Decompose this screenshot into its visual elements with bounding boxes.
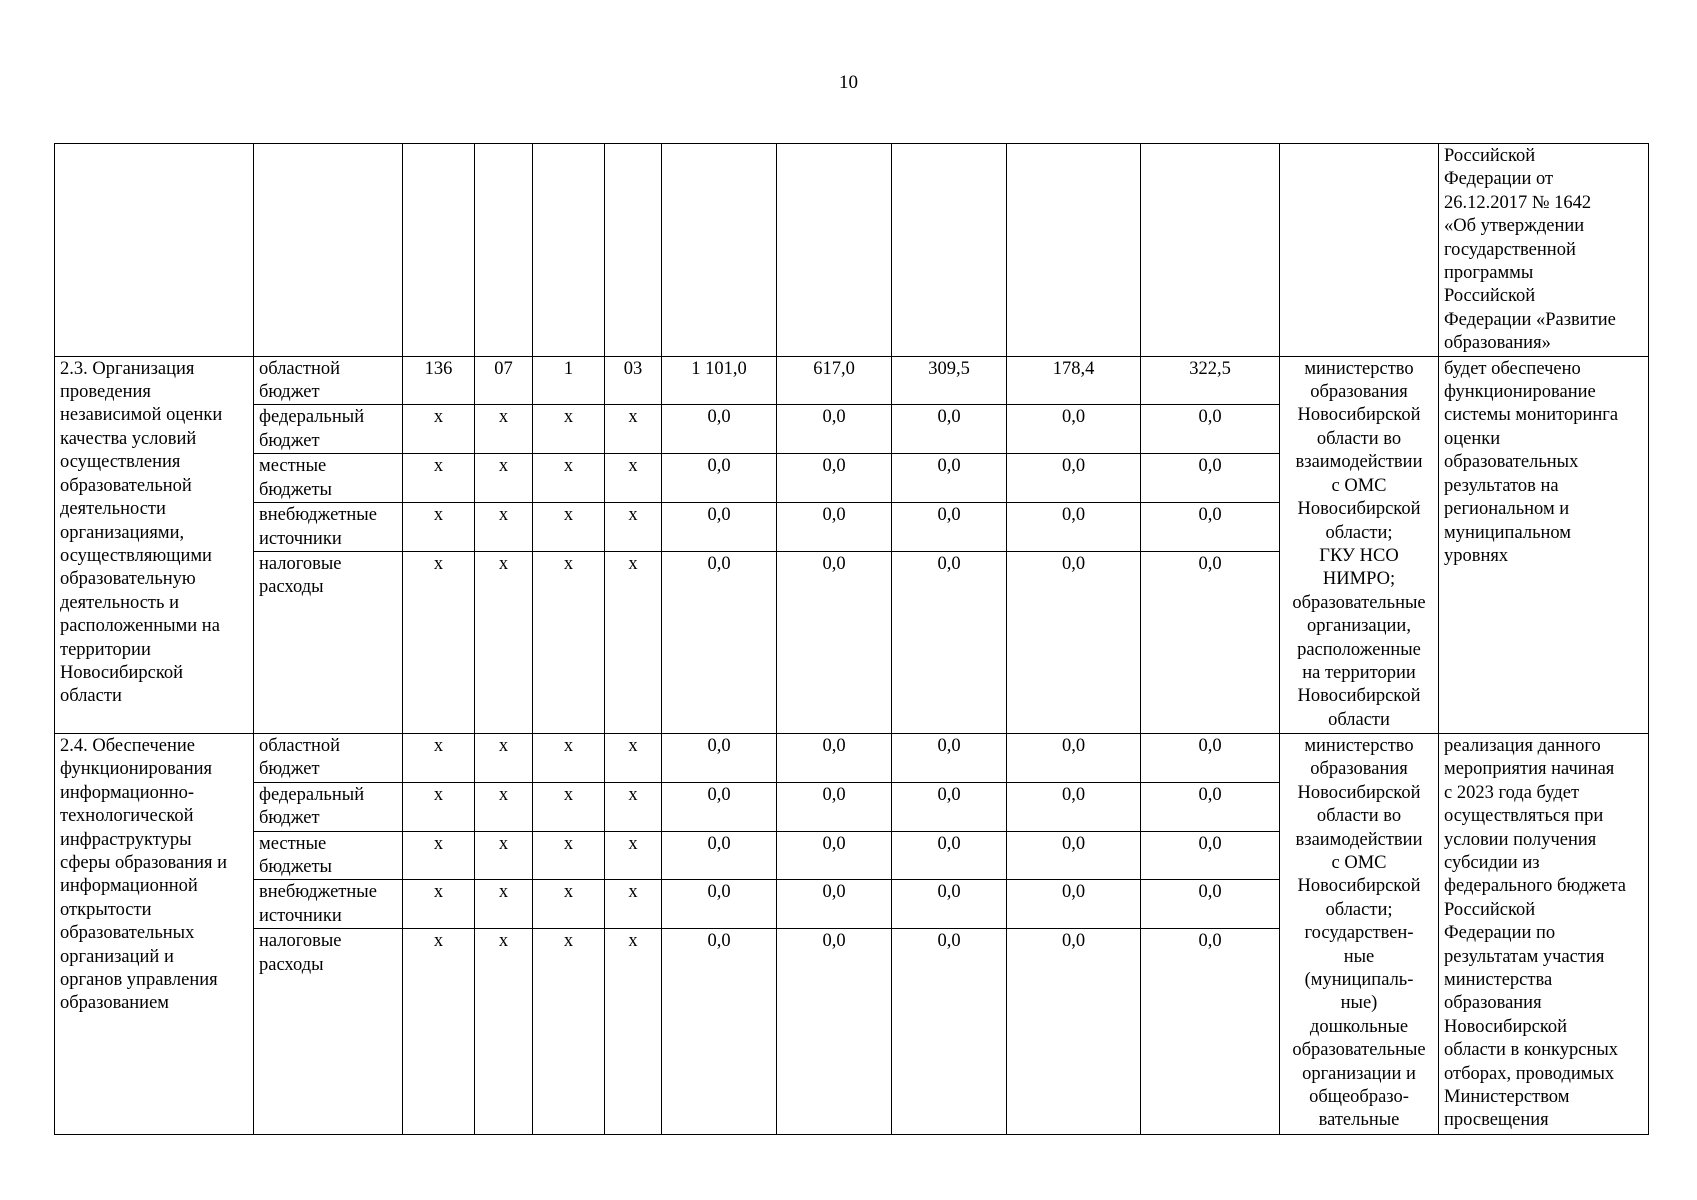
executor-line: области во	[1316, 806, 1402, 827]
executor-line: общеобразо-	[1309, 1087, 1409, 1107]
activity-line: информационно-	[60, 782, 195, 803]
result-line: осуществляться при	[1444, 806, 1604, 827]
executor-line: министерство	[1304, 735, 1414, 756]
year-1-amount-cell: 0,0	[777, 405, 892, 454]
year-4-amount-cell: 0,0	[1141, 503, 1280, 552]
funding-source-line: бюджет	[259, 430, 320, 451]
executor-line: Новосибирской	[1297, 499, 1421, 520]
target-code-cell: x	[605, 782, 662, 831]
executor-line: области	[1328, 709, 1390, 730]
empty-cell	[1141, 144, 1280, 357]
funding-source-cell	[254, 782, 403, 831]
activity-line: расположенными на	[60, 616, 220, 637]
result-line: Федерации по	[1444, 923, 1556, 944]
funding-source-line: местные	[259, 833, 327, 854]
funding-source-cell	[254, 733, 403, 782]
activity-line: области	[60, 686, 122, 707]
executor-line: образовательные	[1292, 1040, 1426, 1061]
funding-source-cell	[254, 454, 403, 503]
year-4-amount-cell: 0,0	[1141, 782, 1280, 831]
year-4-amount-cell: 0,0	[1141, 929, 1280, 1135]
grbs-code-cell: x	[403, 405, 475, 454]
total-amount-cell: 0,0	[662, 551, 777, 733]
program-activities-table	[54, 143, 1649, 1135]
source-row	[55, 733, 1649, 782]
result-line: Федерации «Развитие	[1444, 309, 1616, 330]
continued-row	[55, 144, 1649, 357]
empty-cell	[892, 144, 1007, 357]
program-code-cell: x	[533, 454, 605, 503]
expected-result-cell	[1439, 733, 1649, 1134]
result-line: системы мониторинга	[1444, 405, 1619, 426]
activity-line: осуществляющими	[60, 545, 212, 566]
year-1-amount-cell: 0,0	[777, 782, 892, 831]
executor-line: взаимодействии	[1295, 829, 1423, 850]
funding-source-line: источники	[259, 528, 342, 549]
result-line: государственной	[1444, 239, 1576, 260]
target-code-cell: x	[605, 405, 662, 454]
result-line: функционирование	[1444, 382, 1596, 403]
executor-line: (муниципаль-	[1304, 969, 1414, 990]
empty-cell	[55, 144, 254, 357]
section-code-cell: x	[475, 405, 533, 454]
section-code-cell: x	[475, 929, 533, 1135]
executor-line: ГКУ НСО	[1319, 545, 1399, 566]
result-line: отборах, проводимых	[1444, 1063, 1615, 1084]
program-code-cell: x	[533, 503, 605, 552]
source-row	[55, 356, 1649, 405]
result-line: Российской	[1444, 286, 1536, 307]
grbs-code-cell: x	[403, 503, 475, 552]
result-line: образовательных	[1444, 452, 1579, 473]
program-code-cell: x	[533, 551, 605, 733]
activity-line: инфраструктуры	[60, 829, 192, 850]
executor-cell	[1280, 733, 1439, 1134]
executor-line: организации,	[1307, 616, 1411, 637]
activity-line: образовательных	[60, 923, 195, 944]
activity-line: сферы образования и	[60, 852, 228, 873]
year-2-amount-cell: 0,0	[892, 831, 1007, 880]
empty-cell	[1280, 144, 1439, 357]
executor-line: Новосибирской	[1297, 686, 1421, 707]
program-code-cell: x	[533, 405, 605, 454]
result-line: образования	[1444, 993, 1542, 1014]
funding-source-line: источники	[259, 905, 342, 926]
result-line: условии получения	[1444, 829, 1597, 850]
result-line: результатов на	[1444, 475, 1559, 496]
result-line: результатам участия	[1444, 946, 1605, 967]
executor-line: министерство	[1304, 358, 1414, 379]
year-3-amount-cell: 0,0	[1007, 454, 1141, 503]
executor-line: организации и	[1302, 1063, 1416, 1084]
year-3-amount-cell: 0,0	[1007, 503, 1141, 552]
target-code-cell: x	[605, 929, 662, 1135]
executor-line: ные)	[1340, 993, 1378, 1014]
activity-line: осуществления	[60, 452, 181, 473]
year-1-amount-cell: 617,0	[777, 356, 892, 405]
result-line: программы	[1444, 263, 1534, 284]
year-2-amount-cell: 0,0	[892, 880, 1007, 929]
year-1-amount-cell: 0,0	[777, 503, 892, 552]
executor-line: взаимодействии	[1295, 452, 1423, 473]
empty-cell	[475, 144, 533, 357]
activity-name-cell	[55, 733, 254, 1134]
total-amount-cell: 0,0	[662, 880, 777, 929]
funding-source-line: федеральный	[259, 407, 365, 428]
funding-source-line: бюджет	[259, 759, 320, 780]
total-amount-cell: 0,0	[662, 454, 777, 503]
result-line: муниципальном	[1444, 522, 1572, 543]
year-2-amount-cell: 0,0	[892, 551, 1007, 733]
funding-source-cell	[254, 831, 403, 880]
executor-line: государствен-	[1304, 923, 1414, 944]
section-code-cell: x	[475, 733, 533, 782]
funding-source-cell	[254, 356, 403, 405]
year-1-amount-cell: 0,0	[777, 929, 892, 1135]
executor-line: с ОМС	[1331, 475, 1387, 496]
result-line: субсидии из	[1444, 852, 1540, 873]
funding-source-line: внебюджетные	[259, 505, 377, 526]
target-code-cell: x	[605, 733, 662, 782]
target-code-cell: x	[605, 880, 662, 929]
result-line: образования»	[1444, 333, 1551, 354]
funding-source-line: расходы	[259, 954, 324, 975]
executor-line: на территории	[1302, 662, 1416, 683]
year-3-amount-cell: 0,0	[1007, 733, 1141, 782]
year-3-amount-cell: 0,0	[1007, 929, 1141, 1135]
empty-cell	[254, 144, 403, 357]
activity-line: образовательной	[60, 475, 192, 496]
total-amount-cell: 0,0	[662, 929, 777, 1135]
executor-cell	[1280, 356, 1439, 733]
year-4-amount-cell: 0,0	[1141, 880, 1280, 929]
year-3-amount-cell: 0,0	[1007, 782, 1141, 831]
grbs-code-cell: x	[403, 551, 475, 733]
executor-line: ные	[1343, 946, 1375, 967]
result-line: «Об утверждении	[1444, 216, 1585, 237]
section-code-cell: x	[475, 454, 533, 503]
target-code-cell: x	[605, 831, 662, 880]
year-2-amount-cell: 0,0	[892, 454, 1007, 503]
funding-source-line: расходы	[259, 577, 324, 598]
funding-source-line: внебюджетные	[259, 882, 377, 903]
activity-line: 2.3. Организация	[60, 358, 195, 379]
result-line: Федерации от	[1444, 169, 1554, 190]
activity-line: независимой оценки	[60, 405, 223, 426]
year-2-amount-cell: 0,0	[892, 503, 1007, 552]
year-3-amount-cell: 0,0	[1007, 551, 1141, 733]
activity-line: функционирования	[60, 759, 213, 780]
grbs-code-cell: x	[403, 929, 475, 1135]
page-number: 10	[839, 72, 858, 93]
empty-cell	[533, 144, 605, 357]
total-amount-cell: 0,0	[662, 733, 777, 782]
result-line: 26.12.2017 № 1642	[1444, 192, 1592, 213]
result-line: Российской	[1444, 146, 1536, 166]
funding-source-line: бюджеты	[259, 479, 332, 500]
activity-line: организациями,	[60, 522, 185, 543]
activity-line: технологической	[60, 806, 194, 827]
empty-cell	[1007, 144, 1141, 357]
executor-line: области;	[1325, 899, 1393, 920]
executor-line: с ОМС	[1331, 852, 1387, 873]
total-amount-cell: 0,0	[662, 831, 777, 880]
total-amount-cell: 0,0	[662, 782, 777, 831]
funding-source-line: бюджеты	[259, 856, 332, 877]
grbs-code-cell: 136	[403, 356, 475, 405]
funding-source-line: местные	[259, 456, 327, 477]
year-1-amount-cell: 0,0	[777, 733, 892, 782]
activity-line: образовательную	[60, 569, 196, 590]
funding-source-line: налоговые	[259, 553, 342, 574]
empty-cell	[662, 144, 777, 357]
funding-source-cell	[254, 929, 403, 1135]
activity-line: территории	[60, 639, 151, 660]
year-4-amount-cell: 0,0	[1141, 733, 1280, 782]
result-line: Новосибирской	[1444, 1016, 1568, 1037]
funding-source-cell	[254, 880, 403, 929]
funding-source-line: областной	[259, 735, 340, 756]
executor-line: области;	[1325, 522, 1393, 543]
year-1-amount-cell: 0,0	[777, 454, 892, 503]
year-4-amount-cell: 322,5	[1141, 356, 1280, 405]
target-code-cell: x	[605, 454, 662, 503]
year-2-amount-cell: 0,0	[892, 733, 1007, 782]
year-2-amount-cell: 0,0	[892, 929, 1007, 1135]
result-line: Министерством	[1444, 1087, 1570, 1107]
result-line: просвещения	[1444, 1110, 1549, 1131]
year-2-amount-cell: 0,0	[892, 782, 1007, 831]
section-code-cell: x	[475, 880, 533, 929]
year-3-amount-cell: 0,0	[1007, 831, 1141, 880]
activity-line: открытости	[60, 899, 152, 920]
target-code-cell: x	[605, 551, 662, 733]
executor-line: области во	[1316, 428, 1402, 449]
result-line: региональном и	[1444, 499, 1570, 520]
activity-line: органов управления	[60, 969, 218, 990]
year-2-amount-cell: 0,0	[892, 405, 1007, 454]
target-code-cell: x	[605, 503, 662, 552]
total-amount-cell: 0,0	[662, 405, 777, 454]
program-code-cell: x	[533, 733, 605, 782]
year-3-amount-cell: 0,0	[1007, 880, 1141, 929]
year-1-amount-cell: 0,0	[777, 831, 892, 880]
total-amount-cell: 1 101,0	[662, 356, 777, 405]
activity-line: информационной	[60, 876, 198, 897]
executor-line: расположенные	[1297, 639, 1421, 660]
funding-source-line: областной	[259, 358, 340, 379]
grbs-code-cell: x	[403, 454, 475, 503]
program-code-cell: x	[533, 929, 605, 1135]
grbs-code-cell: x	[403, 733, 475, 782]
result-line: с 2023 года будет	[1444, 782, 1580, 803]
activity-line: деятельность и	[60, 592, 179, 613]
year-4-amount-cell: 0,0	[1141, 831, 1280, 880]
grbs-code-cell: x	[403, 831, 475, 880]
empty-cell	[403, 144, 475, 357]
grbs-code-cell: x	[403, 880, 475, 929]
program-code-cell: x	[533, 782, 605, 831]
executor-line: дошкольные	[1309, 1016, 1409, 1037]
year-3-amount-cell: 178,4	[1007, 356, 1141, 405]
grbs-code-cell: x	[403, 782, 475, 831]
executor-line: Новосибирской	[1297, 405, 1421, 426]
activity-line: 2.4. Обеспечение	[60, 735, 195, 756]
empty-cell	[605, 144, 662, 357]
executor-line: Новосибирской	[1297, 782, 1421, 803]
program-code-cell: x	[533, 831, 605, 880]
activity-line: качества условий	[60, 428, 197, 449]
year-1-amount-cell: 0,0	[777, 880, 892, 929]
funding-source-line: бюджет	[259, 808, 320, 829]
year-4-amount-cell: 0,0	[1141, 454, 1280, 503]
activity-line: деятельности	[60, 499, 166, 520]
total-amount-cell: 0,0	[662, 503, 777, 552]
expected-result-cell	[1439, 356, 1649, 733]
funding-source-line: налоговые	[259, 931, 342, 952]
executor-line: Новосибирской	[1297, 876, 1421, 897]
program-code-cell: x	[533, 880, 605, 929]
result-line: области в конкурсных	[1444, 1040, 1619, 1061]
year-2-amount-cell: 309,5	[892, 356, 1007, 405]
activity-line: образованием	[60, 993, 169, 1014]
funding-source-cell	[254, 503, 403, 552]
target-code-cell: 03	[605, 356, 662, 405]
result-line: министерства	[1444, 969, 1553, 990]
year-4-amount-cell: 0,0	[1141, 551, 1280, 733]
result-line: Российской	[1444, 899, 1536, 920]
program-code-cell: 1	[533, 356, 605, 405]
executor-line: образования	[1310, 759, 1408, 780]
executor-line: образования	[1310, 382, 1408, 403]
result-line: федерального бюджета	[1444, 876, 1627, 897]
year-3-amount-cell: 0,0	[1007, 405, 1141, 454]
year-1-amount-cell: 0,0	[777, 551, 892, 733]
section-code-cell: x	[475, 503, 533, 552]
executor-line: вательные	[1318, 1110, 1400, 1131]
activity-name-cell	[55, 356, 254, 733]
funding-source-line: федеральный	[259, 784, 365, 805]
result-line: оценки	[1444, 428, 1501, 449]
result-line: будет обеспечено	[1444, 358, 1581, 379]
year-4-amount-cell: 0,0	[1141, 405, 1280, 454]
activity-line: организаций и	[60, 946, 174, 967]
result-line: уровнях	[1444, 545, 1509, 566]
section-code-cell: x	[475, 782, 533, 831]
section-code-cell: x	[475, 551, 533, 733]
executor-line: НИМРО;	[1322, 569, 1396, 590]
section-code-cell: x	[475, 831, 533, 880]
result-line: мероприятия начиная	[1444, 759, 1615, 780]
empty-cell	[777, 144, 892, 357]
funding-source-cell	[254, 405, 403, 454]
activity-line: Новосибирской	[60, 662, 184, 683]
expected-result-cell	[1439, 144, 1649, 357]
section-code-cell: 07	[475, 356, 533, 405]
executor-line: образовательные	[1292, 592, 1426, 613]
funding-source-line: бюджет	[259, 382, 320, 403]
activity-line: проведения	[60, 382, 151, 403]
funding-source-cell	[254, 551, 403, 733]
result-line: реализация данного	[1444, 735, 1601, 756]
